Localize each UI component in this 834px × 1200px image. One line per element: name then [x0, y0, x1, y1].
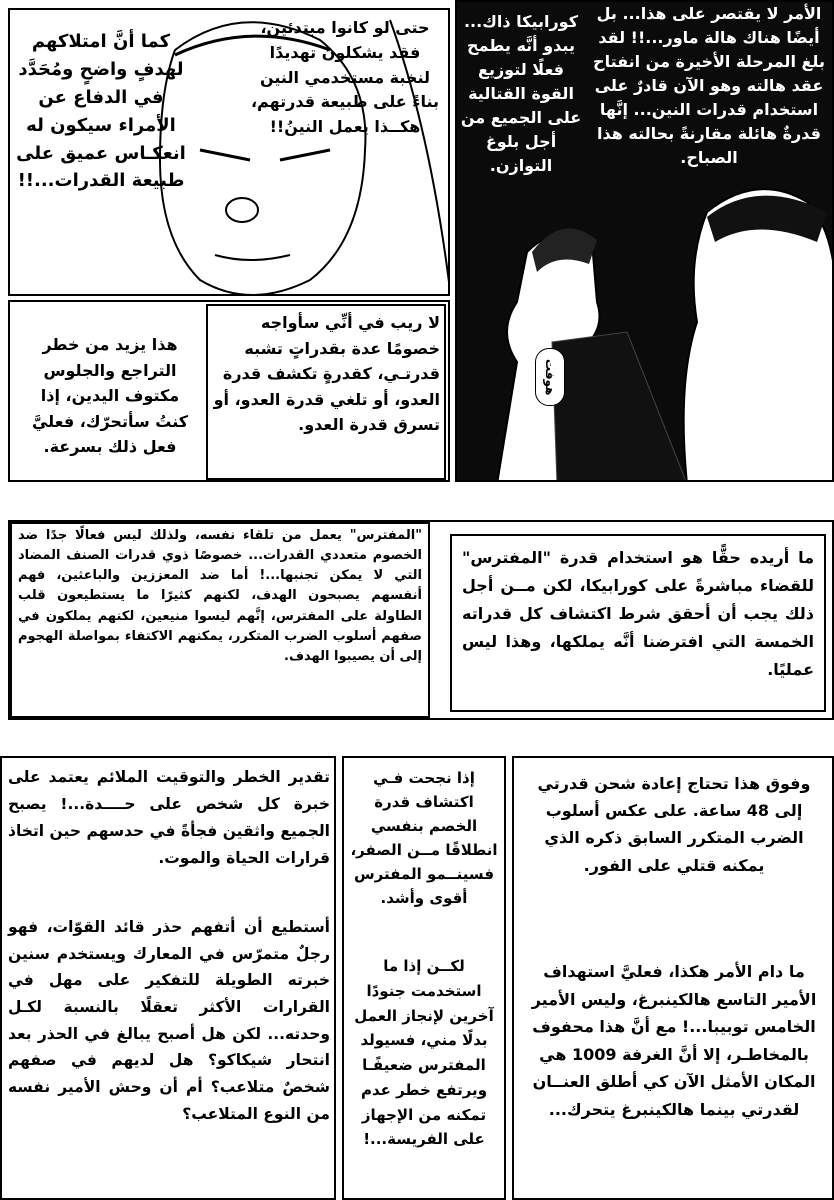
panel-top-right — [455, 0, 834, 482]
speech-bubble-mid: كورابيكا ذاك... يبدو أنَّه يطمح فعلًا لتوزيع القوة القتالية على الجميع من أجل بلوغ التوازن. — [460, 12, 582, 175]
sfx-label: هوفت — [535, 348, 565, 406]
narration-top: وفوق هذا تحتاج إعادة شحن قدرتي إلى 48 ساعة. على عكس أسلوب الضرب المتكرر السابق ذكره الذي يمكنه قتلي على الفور. — [537, 774, 811, 875]
speech-bubble-right: الأمر لا يقتصر على هذا... بل أيضًا هناك هالة ماور...!! لقد بلغ المرحلة الأخيرة من انفتاح عقد هالته وهو الآن قادرٌ على استخدام قدرات النين... إنَّها قدرةٌ هائلة مقارنةً بحالته هذا الصباح. — [593, 4, 825, 167]
narration-box-left: هذا يزيد من خطر التراجع والجلوس مكتوف اليدين، إذا كنتُ سأتحرّك، فعليَّ فعل ذلك بسرعة. — [31, 335, 189, 457]
narration-box-right — [450, 534, 826, 712]
narration-box-right — [206, 304, 446, 480]
narration-bottom: أستطيع أن أتفهم حذر قائد القوّات، فهو رجلٌ متمرّس في المعارك ويستخدم سنين خبرته الطويلة للتفكير على مهل في القرارات الأكثر تعقلًا بالنسبة لكـل وحدته... لكن هل أصبح يبالغ في الحذر بعد انتحار شيكاكو؟ هل لديهم في صفهم شخصٌ متلاعب؟ أم أن وحش الأمير نفسه من النوع المتلاعب؟ — [8, 918, 330, 1123]
narration-text: ما أريده حقًّا هو استخدام قدرة "المفترس" للقضاء مباشرةً على كورابيكا، لكن مــن أجل ذلك يجب أن أحقق شرط اكتشاف كل قدراته الخمسة التي افترضنا أنَّه يملكها، وهذا ليس عمليًا. — [462, 548, 814, 679]
narration-bottom: ما دام الأمر هكذا، فعليَّ استهداف الأمير التاسع هالكينبرغ، وليس الأمير الخامس توبيبا...! مع أنَّ هذا محفوف بالمخاطـر، إلا أنَّ الغرفة 1009 هي المكان الأمثل الآن كي أطلق العنــان لقدرتي بينما هالكينبرغ يتحرك... — [531, 962, 817, 1119]
narration-text: "المفترس" يعمل من تلقاء نفسه، ولذلك ليس فعالًا جدًا ضد الخصوم متعددي القدرات... خصوصًا ذوي قدرات الصنف المضاد التي لا يمكن تجنبها...! أما ضد المعززين والباعثين، فهم أنفسهم يصبحون الهدف، لكنهم كثيرًا ما يستطيعون قلب الطاولة على المفترس، إنَّهم ليسوا منيعين، لكنهم يملكون في صفهم أسلوب الضرب المتكرر، يمكنهم الاكتفاء بمواصلة الهجوم إلى أن يصيبوا الهدف. — [18, 528, 422, 664]
narration-text: لا ريب في أنِّي سأواجه خصومًا عدة بقدراتٍ تشبه قدرتـي، كقدرةٍ تكشف قدرة العدو، أو تلغي قدرة العدو، أو تسرق قدرة العدو. — [213, 313, 440, 435]
narration-box-left: كما أنَّ امتلاكهم لهدفٍ واضحٍ ومُحَدَّد في الدفاع عن الأمراء سيكون له انعكـاس عميق على طبيعة القدرات...!! — [16, 31, 186, 192]
narration-bottom: لكــن إذا ما استخدمت جنودًا آخرين لإنجاز العمل بدلًا مني، فسيولد المفترس ضعيفًـا ويرتفع خطر عدم تمكنه من الإجهاز على الفريسة...! — [354, 957, 494, 1149]
panel-middle-left — [8, 300, 450, 482]
panel-bottom-right — [512, 756, 834, 1200]
narration-top: إذا نجحت فـي اكتشاف قدرة الخصم بنفسي انطلاقًا مــن الصفر، فسينــمو المفترس أقوى وأشد. — [350, 769, 498, 907]
panel-bottom-left — [0, 756, 336, 1200]
speech-bubble: حتى لو كانوا مبتدئين، فقد يشكلون تهديدًا لنخبة مستخدمي النين بناءً على طبيعة قدرتهم، هكــذا يعمل النينُ!! — [250, 18, 440, 137]
panel-bottom-middle — [342, 756, 506, 1200]
panel-middle-wide — [8, 520, 834, 720]
panel-top-left — [8, 8, 450, 296]
narration-box-left — [10, 522, 430, 718]
narration-top: تقدير الخطر والتوقيت الملائم يعتمد على خبرة كل شخص على حــــدة...! يصبح الجميع واثقين فجأةً في حدسهم حين اتخاذ قرارات الحياة والموت. — [8, 768, 330, 868]
